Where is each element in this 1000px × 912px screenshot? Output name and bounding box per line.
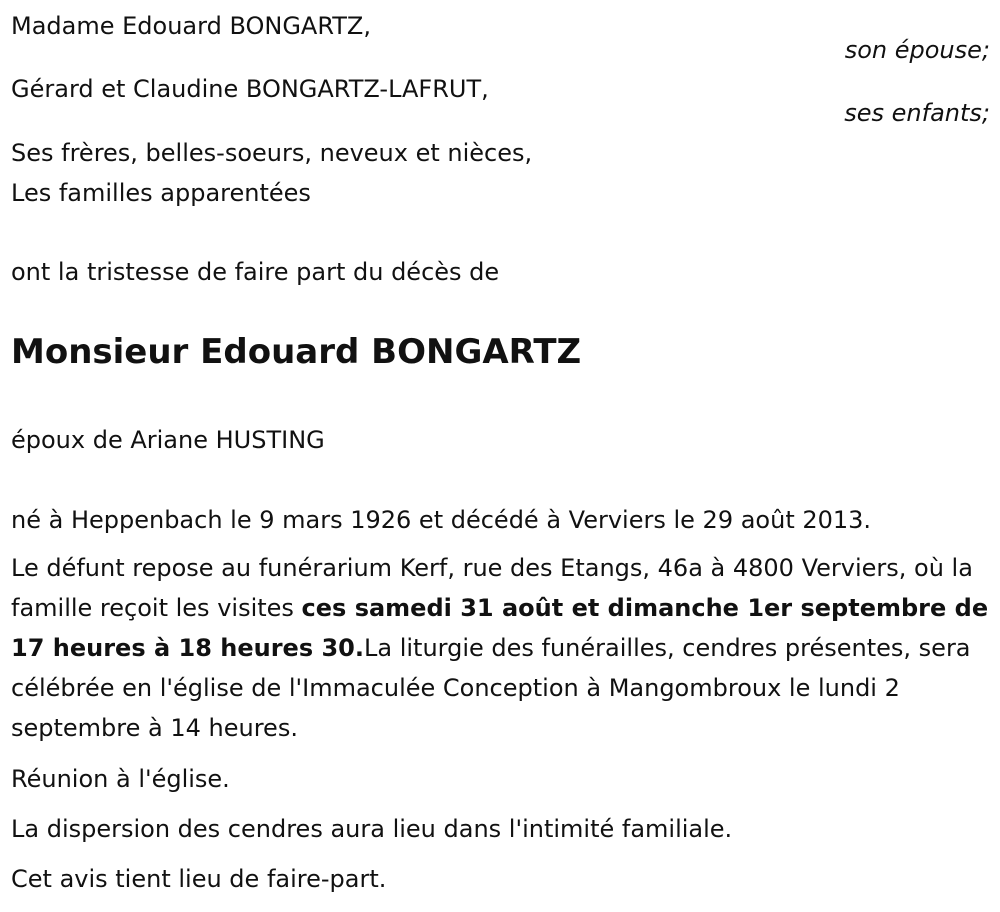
funeral-info: La liturgie des funérailles, cendres présentes, sera célébrée en l'église de l'Immaculée Conception à Mangombroux le lundi 2 septembre à 14 heures. xyxy=(11,634,971,742)
wife-name: Madame Edouard BONGARTZ, xyxy=(11,12,371,40)
visit-intro: Le défunt repose au funérarium Kerf, rue des Etangs, 46a à 4800 Verviers, où la famille reçoit les visites xyxy=(11,554,973,622)
children-relation: ses enfants; xyxy=(844,99,990,127)
spouse-line: époux de Ariane HUSTING xyxy=(11,426,325,454)
notice-line: Cet avis tient lieu de faire-part. xyxy=(11,865,387,893)
relatives-line-1: Ses frères, belles-soeurs, neveux et nièces, xyxy=(11,139,533,167)
dispersion-line: La dispersion des cendres aura lieu dans l'intimité familiale. xyxy=(11,815,733,843)
birth-death-line: né à Heppenbach le 9 mars 1926 et décédé à Verviers le 29 août 2013. xyxy=(11,506,872,534)
meeting-line: Réunion à l'église. xyxy=(11,765,230,793)
announcement: ont la tristesse de faire part du décès de xyxy=(11,258,500,286)
children-names: Gérard et Claudine BONGARTZ-LAFRUT, xyxy=(11,75,489,103)
visit-times: ces samedi 31 août et dimanche 1er septembre de 17 heures à 18 heures 30. xyxy=(11,594,989,662)
deceased-name: Monsieur Edouard BONGARTZ xyxy=(11,332,582,372)
relatives-line-2: Les familles apparentées xyxy=(11,179,311,207)
wife-relation: son épouse; xyxy=(844,36,990,64)
funeral-details xyxy=(11,548,996,748)
